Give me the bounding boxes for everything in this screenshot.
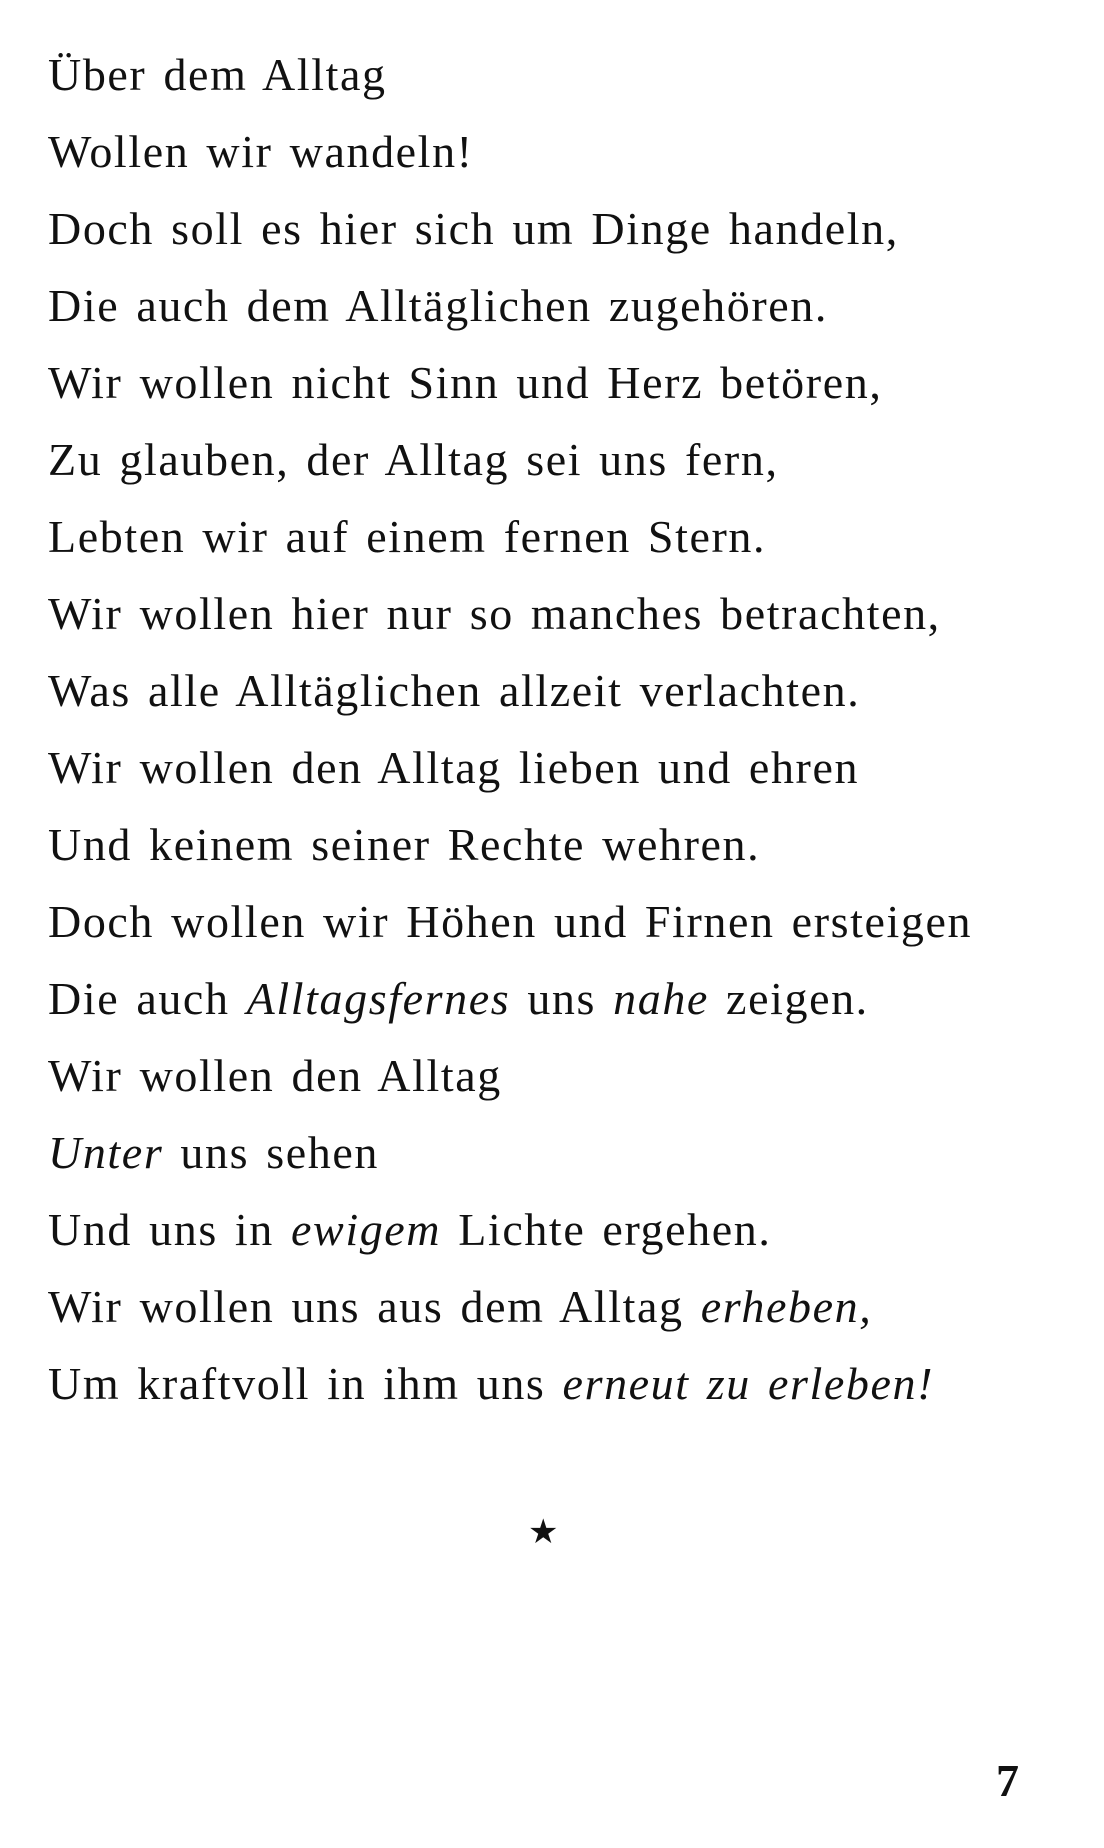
poem-text: Und keinem seiner Rechte wehren. xyxy=(48,819,761,870)
poem-text: Doch soll es hier sich um Dinge handeln, xyxy=(48,203,899,254)
poem-line-2 xyxy=(48,126,474,177)
poem-emphasis: Unter xyxy=(48,1127,164,1178)
poem-text: Wir wollen den Alltag xyxy=(48,1050,502,1101)
poem-line-17 xyxy=(48,1281,873,1332)
star-ornament-icon: ★ xyxy=(528,1512,559,1552)
poem-text: uns sehen xyxy=(163,1127,379,1178)
poem-emphasis: Alltagsfernes xyxy=(246,973,511,1024)
poem-text: zeigen. xyxy=(708,973,869,1024)
poem-line-11 xyxy=(48,819,761,870)
poem-line-6 xyxy=(48,434,779,485)
poem-text: Die auch dem Alltäglichen zugehören. xyxy=(48,280,828,331)
poem-emphasis: nahe xyxy=(613,973,709,1024)
poem-text: Wollen wir wandeln! xyxy=(48,126,474,177)
poem-line-9 xyxy=(48,665,861,716)
poem-text: Um kraftvoll in ihm uns xyxy=(48,1358,563,1409)
poem-line-15 xyxy=(48,1127,379,1178)
poem-text: Die auch xyxy=(48,973,247,1024)
poem-text: Zu glauben, der Alltag sei uns fern, xyxy=(48,434,779,485)
poem-line-12 xyxy=(48,896,973,947)
poem-emphasis: ewigem xyxy=(291,1204,442,1255)
poem-line-1 xyxy=(48,49,387,100)
poem-line-7 xyxy=(48,511,767,562)
poem-line-4 xyxy=(48,280,828,331)
page-number: 7 xyxy=(996,1755,1019,1806)
poem-text: Was alle Alltäglichen allzeit verlachten. xyxy=(48,665,861,716)
poem-emphasis: erheben, xyxy=(700,1281,873,1332)
poem-text: Lichte ergehen. xyxy=(441,1204,772,1255)
poem-text: Wir wollen nicht Sinn und Herz betören, xyxy=(48,357,883,408)
poem-text: Wir wollen hier nur so manches betrachten, xyxy=(48,588,941,639)
poem-text: Lebten wir auf einem fernen Stern. xyxy=(48,511,767,562)
poem-line-5 xyxy=(48,357,883,408)
poem-line-18 xyxy=(48,1358,935,1409)
poem-text: Über dem Alltag xyxy=(48,49,387,100)
poem-line-13 xyxy=(48,973,869,1024)
poem-line-10 xyxy=(48,742,860,793)
poem-line-8 xyxy=(48,588,941,639)
poem-text: Wir wollen den Alltag lieben und ehren xyxy=(48,742,860,793)
poem-text: Wir wollen uns aus dem Alltag xyxy=(48,1281,701,1332)
poem-emphasis: erneut zu erleben! xyxy=(562,1358,935,1409)
poem-line-14 xyxy=(48,1050,502,1101)
poem-line-3 xyxy=(48,203,899,254)
poem-line-16 xyxy=(48,1204,772,1255)
poem-text: Doch wollen wir Höhen und Firnen ersteigen xyxy=(48,896,973,947)
poem-text: uns xyxy=(510,973,614,1024)
poem-text: Und uns in xyxy=(48,1204,292,1255)
